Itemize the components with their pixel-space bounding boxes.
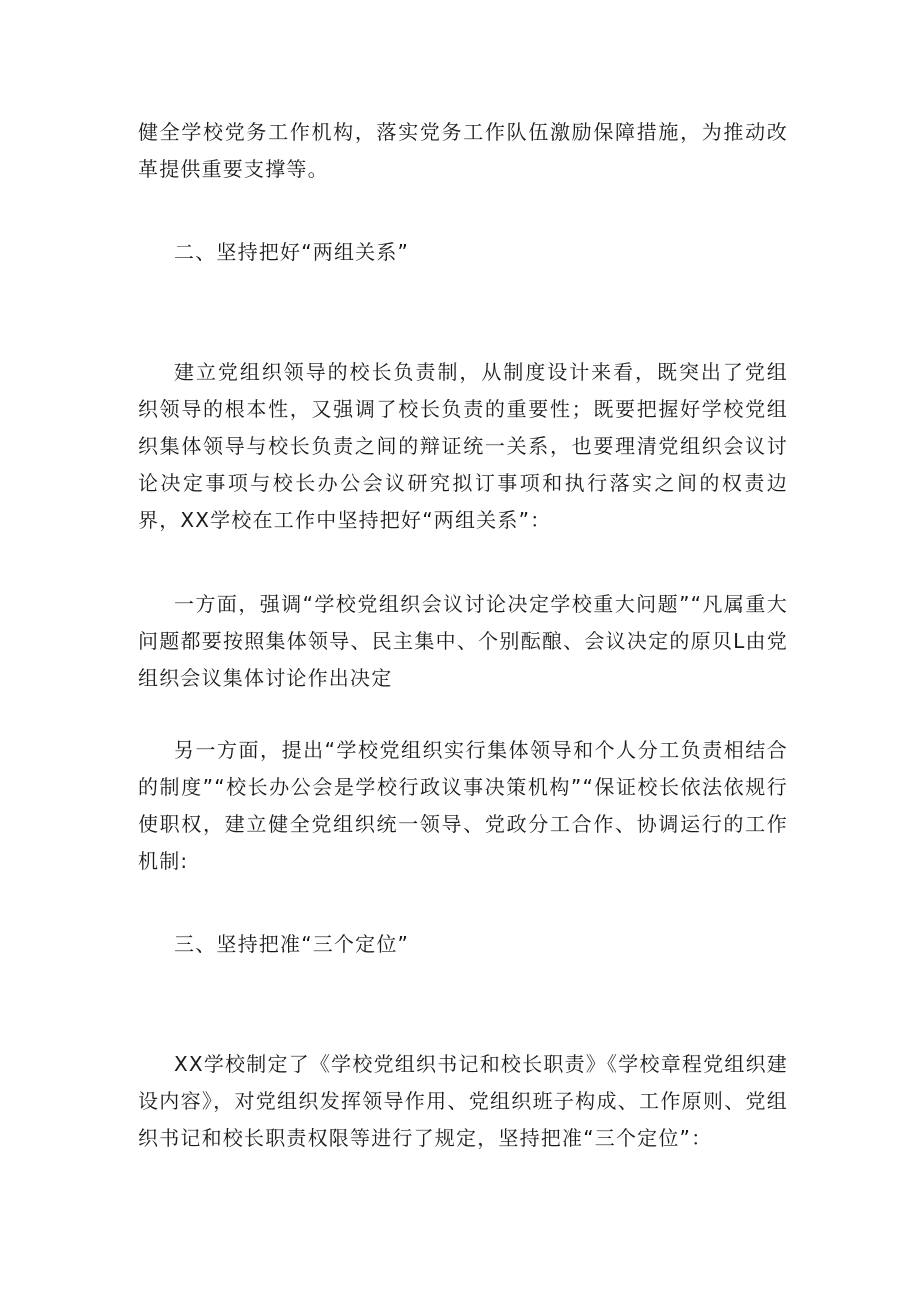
paragraph-two-group-relations: 建立党组织领导的校长负责制，从制度设计来看，既突出了党组织领导的根本性，又强调了校长负责的重要性；既要把握好学校党组织集体领导与校长负责之间的辩证统一关系，也要理清党组织会议讨论决定事项与校长办公会议研究拟订事项和执行落实之间的权责边界，XX学校在工作中坚持把好“两组关系”： xyxy=(138,360,788,532)
paragraph-three-positions: XX学校制定了《学校党组织书记和校长职责》《学校章程党组织建设内容》，对党组织发挥领导作用、党组织班子构成、工作原则、党组织书记和校长职责权限等进行了规定，坚持把准“三个定位”： xyxy=(138,1052,788,1150)
paragraph-on-other-hand: 另一方面，提出“学校党组织实行集体领导和个人分工负责相结合的制度”“校长办公会是学校行政议事决策机构”“保证校长依法依规行使职权，建立健全党组织统一领导、党政分工合作、协调运行的工作机制: xyxy=(138,738,788,873)
section-heading-three: 三、坚持把准“三个定位” xyxy=(174,932,410,956)
section-heading-two: 二、坚持把好“两组关系” xyxy=(174,240,410,264)
paragraph-on-one-hand: 一方面，强调“学校党组织会议讨论决定学校重大问题”“凡属重大问题都要按照集体领导、民主集中、个别酝酿、会议决定的原贝L由党组织会议集体讨论作出决定 xyxy=(138,592,788,690)
paragraph-continuation: 健全学校党务工作机构，落实党务工作队伍激励保障措施，为推动改革提供重要支撑等。 xyxy=(138,120,788,181)
